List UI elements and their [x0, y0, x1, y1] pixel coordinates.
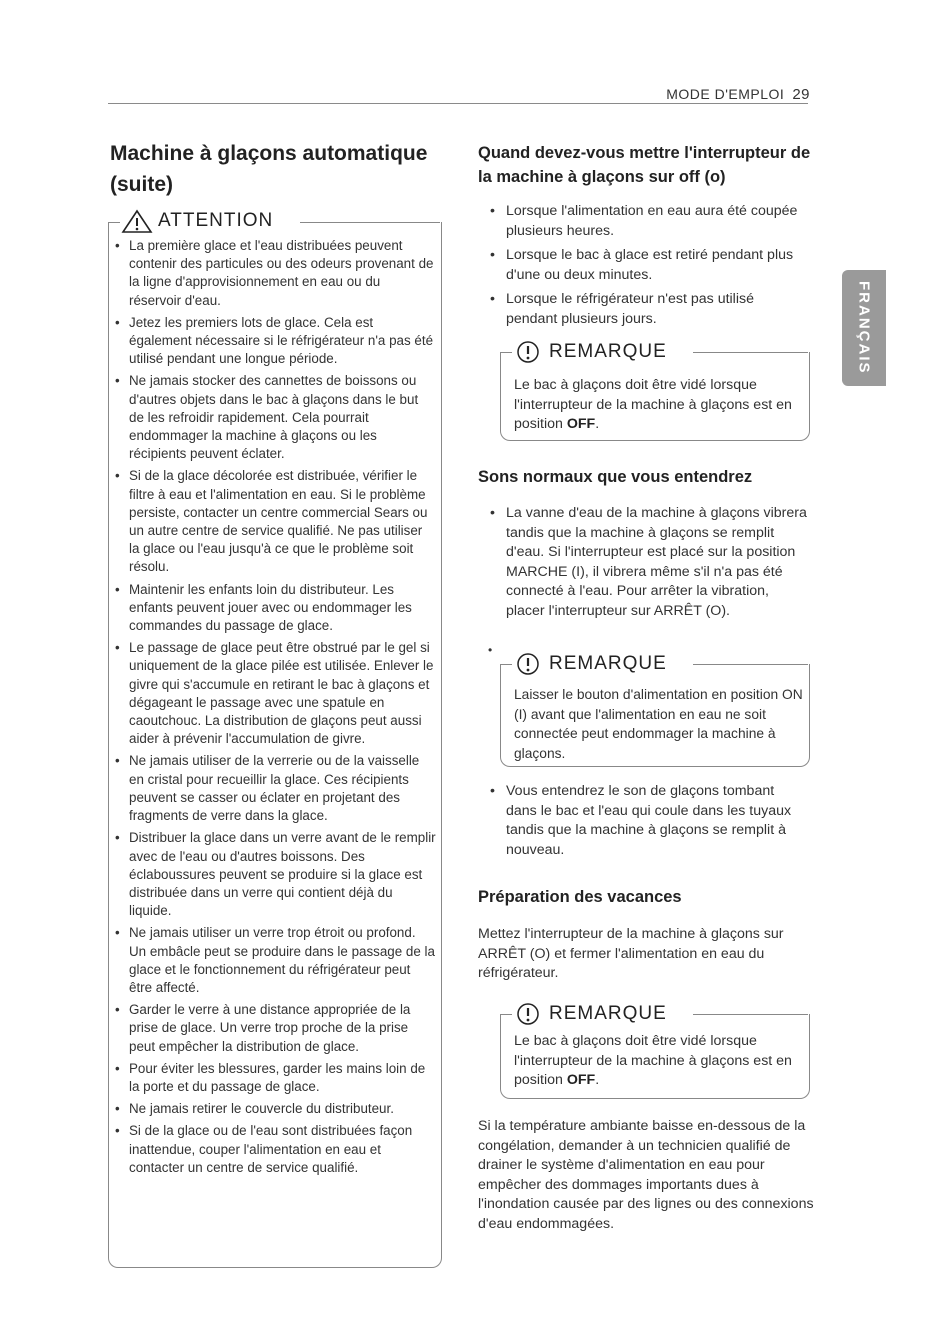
list-item: • Le passage de glace peut être obstrué par le gel si uniquement de la glace pilée est utilisée. Enlever le givre qui s'accumule en retirant le bac à glaçons et dégageant le passage avec une spatule en caoutchouc. La distribution de glaçons peut aussi aider à prévenir l'accumulation de givre. [114, 639, 436, 748]
note3-text [514, 1032, 798, 1091]
language-tab-label: FRANÇAIS [855, 281, 873, 375]
note1-body: Le bac à glaçons doit être vidé lorsque l'interrupteur de la machine à glaçons est en position [514, 377, 792, 432]
note2-label: REMARQUE [549, 653, 667, 674]
switch-off-list [478, 202, 808, 334]
list-item: • Pour éviter les blessures, garder les mains loin de la porte et du passage de glace. [114, 1060, 436, 1096]
running-header [666, 86, 810, 103]
note3-end: . [595, 1072, 600, 1088]
note1-end: . [595, 416, 600, 432]
list-item: • Lorsque le bac à glace est retiré pendant plus d'une ou deux minutes. [478, 246, 808, 285]
list-item: • Ne jamais stocker des cannettes de boissons ou d'autres objets dans le bac à glaçons dans le but de les refroidir rapidement. Cela pourrait endommager la machine à glaçons ou les récipients peuvent éclater. [114, 372, 436, 463]
section-heading-vacation: Préparation des vacances [478, 888, 682, 906]
page-number: 29 [792, 86, 810, 103]
list-item: • Lorsque l'alimentation en eau aura été coupée plusieurs heures. [478, 202, 808, 241]
vacation-paragraph: Mettez l'interrupteur de la machine à glaçons sur ARRÊT (O) et fermer l'alimentation en eau du réfrigérateur. [478, 926, 784, 981]
normal-sounds-list-1 [478, 504, 808, 626]
note3-label: REMARQUE [549, 1003, 667, 1024]
list-item: • Maintenir les enfants loin du distributeur. Les enfants peuvent jouer avec ou endommager les commandes du passage de glace. [114, 581, 436, 636]
note2-text: Laisser le bouton d'alimentation en position ON (I) avant que l'alimentation en eau ne soit connectée peut endommager la machine à glaçons. [514, 687, 803, 761]
header-title: MODE D'EMPLOI [666, 86, 785, 102]
list-item: • Lorsque le réfrigérateur n'est pas utilisé pendant plusieurs jours. [478, 290, 808, 329]
attention-label: ATTENTION [158, 210, 274, 231]
list-item: • Distribuer la glace dans un verre avant de le remplir avec de l'eau ou d'autres boissons. Des éclaboussures peuvent se produire si la glace est distribuée dans un verre qui contient déjà du liquide. [114, 829, 436, 920]
attention-heading [120, 208, 279, 234]
section-heading-normal-sounds: Sons normaux que vous entendrez [478, 468, 753, 486]
page-title: Machine à glaçons automatique (suite) [110, 142, 428, 196]
list-item: • Ne jamais utiliser de la verrerie ou de la vaisselle en cristal pour recueillir la glace. Ces récipients peuvent se casser ou éclater en projetant des fragments de verre dans la glace. [114, 752, 436, 825]
normal-sounds-list-2 [478, 782, 808, 865]
note3-off-label: OFF [566, 1072, 596, 1088]
attention-list [114, 237, 436, 1181]
note3-heading [515, 1001, 673, 1027]
note1-heading [515, 339, 673, 365]
list-item: • Vous entendrez le son de glaçons tombant dans le bac et l'eau qui coule dans les tuyaux tandis que la machine à glaçons se remplit à nouveau. [478, 782, 808, 860]
note1-off-label: OFF [566, 416, 596, 432]
info-exclamation-icon [515, 651, 541, 677]
list-item: • La vanne d'eau de la machine à glaçons vibrera tandis que la machine à glaçons se remplit d'eau. Si l'interrupteur est placé sur la position MARCHE (I), il vibrera même s'il n'a pas été connecté à l'eau. Pour arrêter la vibration, placer l'interrupteur sur ARRÊT (O). [478, 504, 808, 621]
header-rule [108, 103, 808, 104]
note2-heading [515, 651, 673, 677]
section-heading-switch-off: Quand devez-vous mettre l'interrupteur de la machine à glaçons sur off (o) [478, 144, 811, 186]
list-item: • Ne jamais utiliser un verre trop étroit ou profond. Un embâcle peut se produire dans le passage de la glace et le fonctionnement du réfrigérateur peut être affecté. [114, 924, 436, 997]
warning-triangle-icon [120, 208, 154, 234]
list-item: • Jetez les premiers lots de glace. Cela est également nécessaire si le réfrigérateur n'a pas été utilisé pendant une longue période. [114, 314, 436, 369]
freezing-paragraph: Si la température ambiante baisse en-dessous de la congélation, demander à un technicien qualifié de drainer le système d'alimentation en eau pour empêcher des dommages importants dues à l'inondation causée par des lignes ou des connexions d'eau endommagées. [478, 1118, 814, 1232]
list-item: • Si de la glace décolorée est distribuée, vérifier le filtre à eau et l'alimentation en eau. Si le problème persiste, contacter un centre commercial Sears ou un autre centre de service qualifié. Ne pas utiliser la glace ou l'eau jusqu'à ce que le problème soit résolu. [114, 467, 436, 576]
language-tab [842, 270, 886, 386]
list-item: • Si de la glace ou de l'eau sont distribuées façon inattendue, couper l'alimentation en eau et contacter un centre de service qualifié. [114, 1122, 436, 1177]
info-exclamation-icon [515, 339, 541, 365]
stray-bullet: • [488, 643, 493, 657]
note3-body: Le bac à glaçons doit être vidé lorsque l'interrupteur de la machine à glaçons est en position [514, 1033, 792, 1088]
note1-label: REMARQUE [549, 341, 667, 362]
info-exclamation-icon [515, 1001, 541, 1027]
list-item: • La première glace et l'eau distribuées peuvent contenir des particules ou des odeurs provenant de la ligne d'approvisionnement en eau ou du réservoir d'eau. [114, 237, 436, 310]
list-item: • Garder le verre à une distance appropriée de la prise de glace. Un verre trop proche de la prise peut empêcher la distribution de glace. [114, 1001, 436, 1056]
note1-text [514, 376, 798, 435]
list-item: • Ne jamais retirer le couvercle du distributeur. [114, 1100, 436, 1118]
